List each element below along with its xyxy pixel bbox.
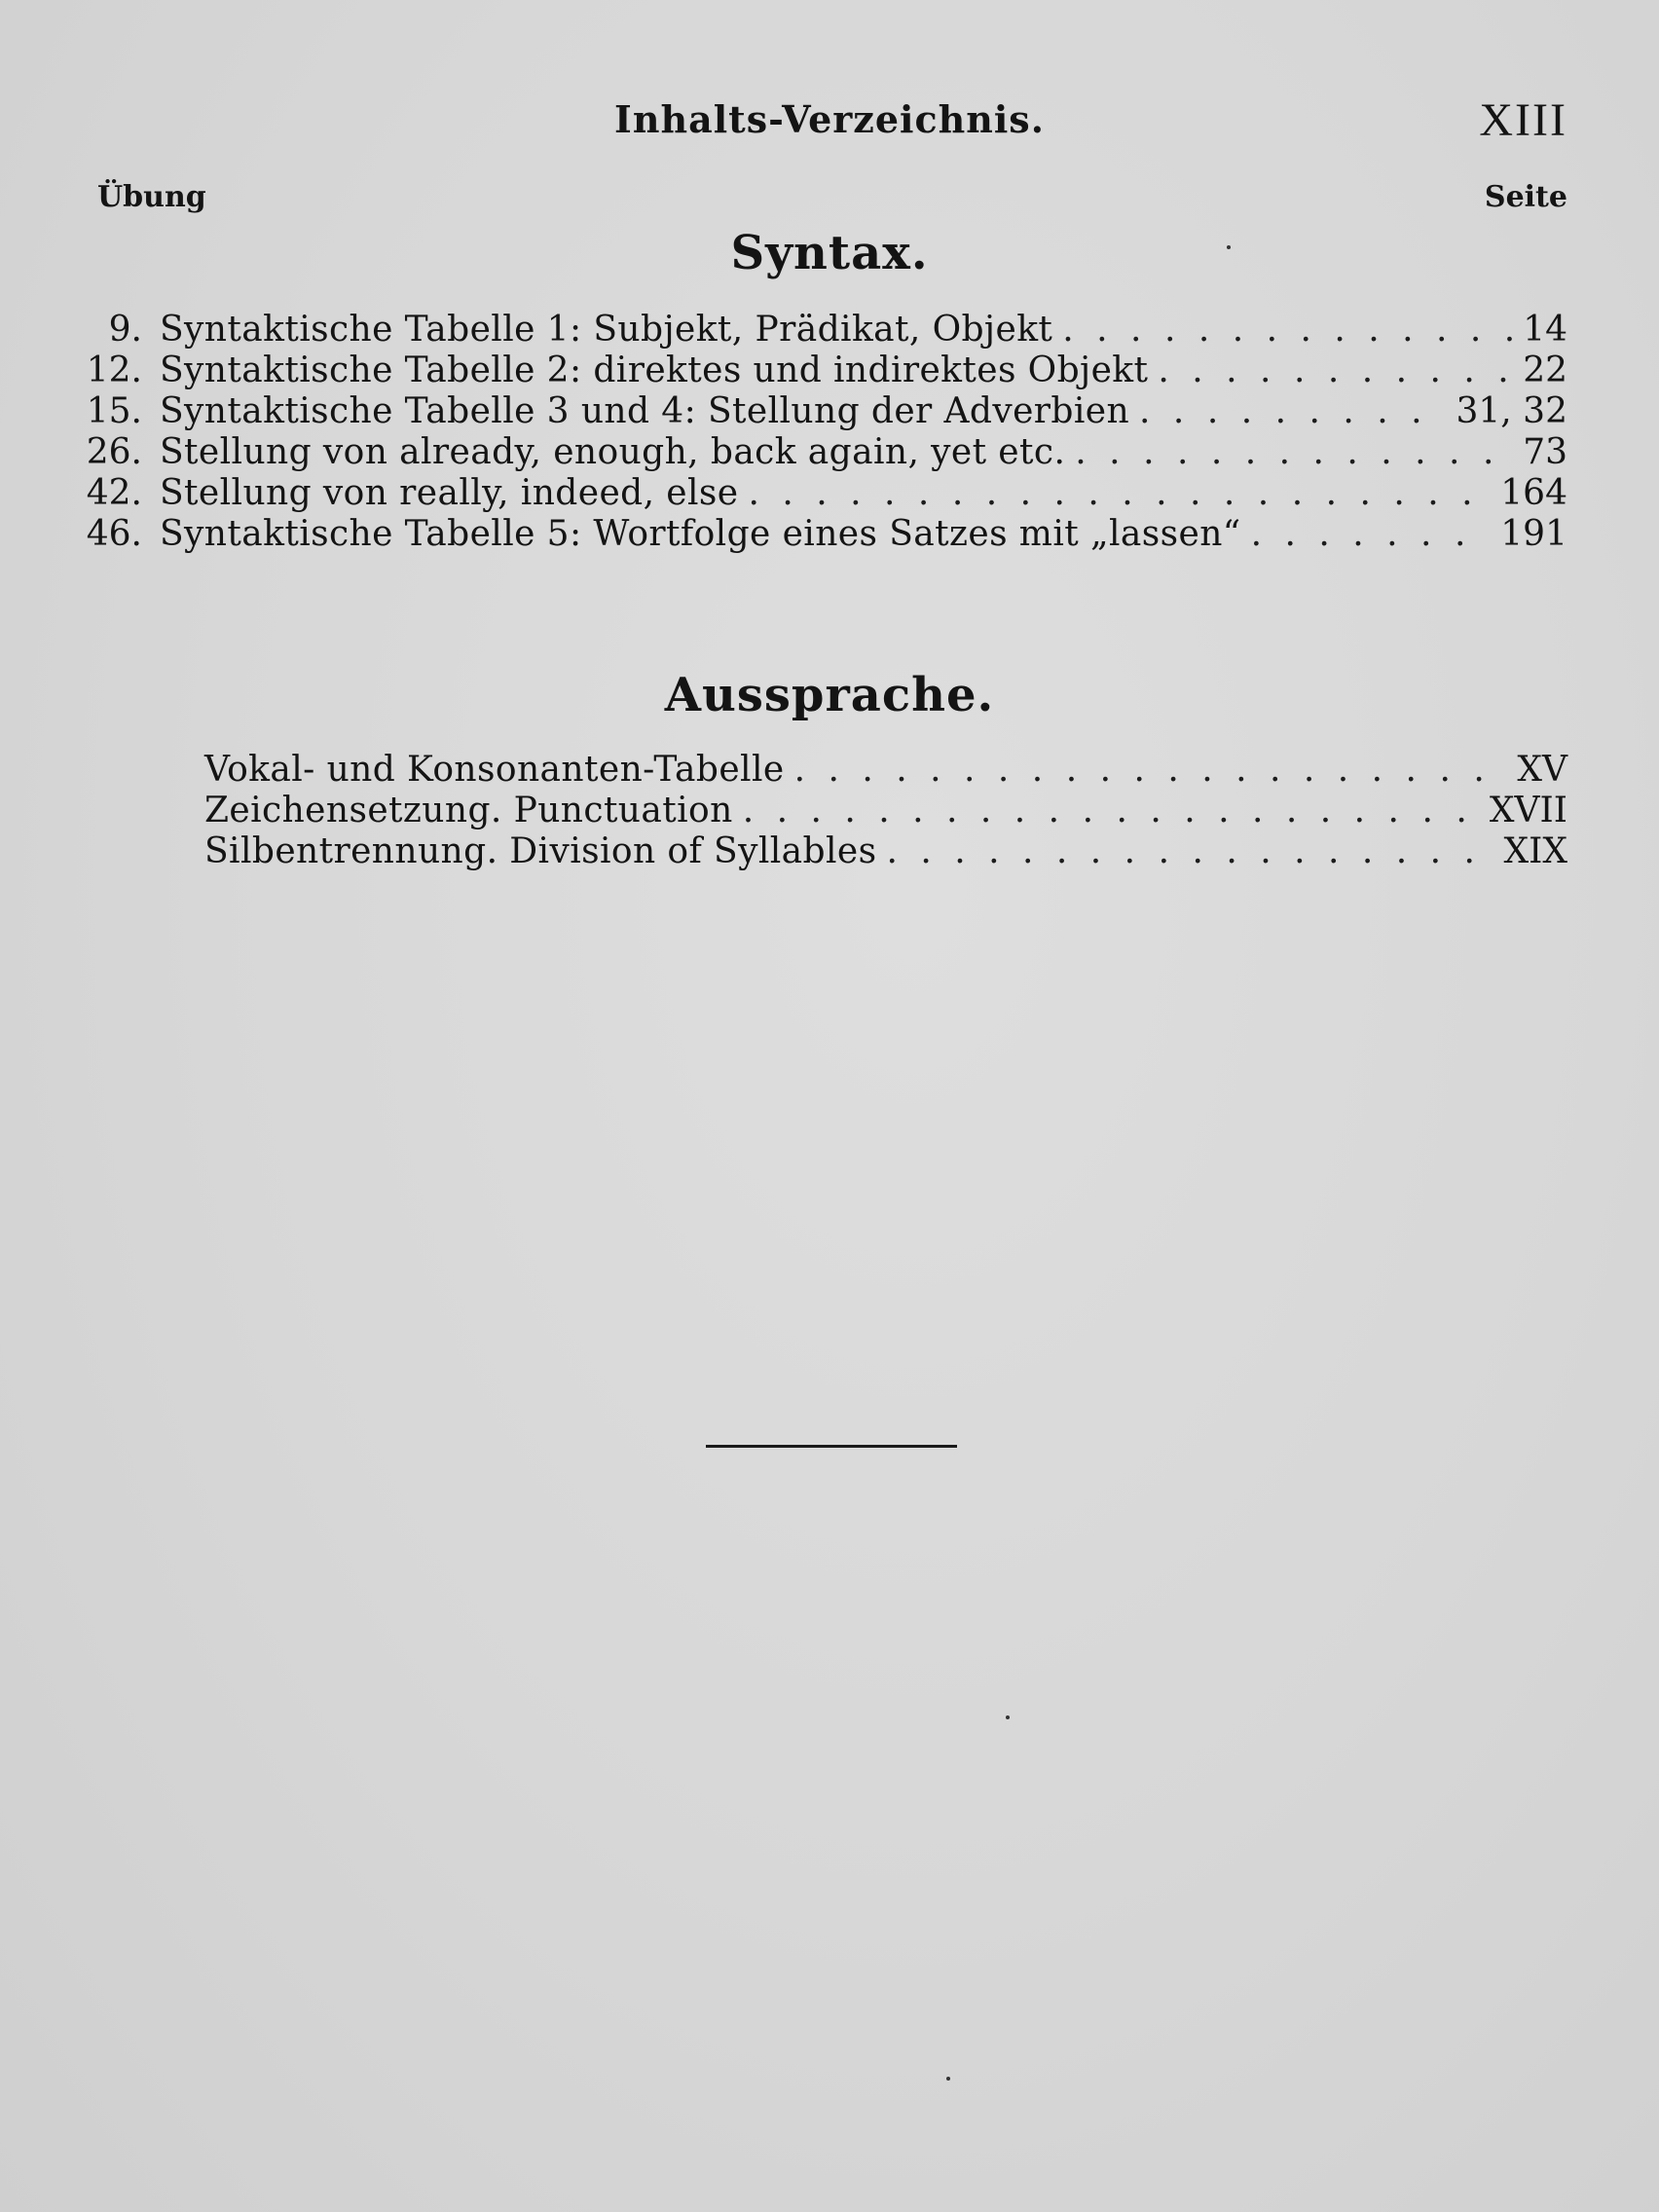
entry-page: 31, 32 (1456, 391, 1567, 431)
toc-entry (204, 750, 1567, 791)
page-number: XIII (1479, 94, 1567, 146)
entry-title: Stellung von really, indeed, else (160, 473, 739, 513)
leader-dots (886, 831, 1493, 872)
toc-pronunciation (204, 750, 1567, 872)
toc-syntax (78, 310, 1567, 555)
toc-entry (204, 791, 1567, 831)
leader-dots (743, 791, 1480, 831)
column-label-page: Seite (1484, 180, 1567, 214)
entry-number: 42. (86, 473, 142, 513)
running-title: Inhalts-Verzeichnis. (614, 97, 1045, 141)
entry-page: 164 (1500, 473, 1567, 513)
entry-page: XV (1517, 750, 1567, 790)
entry-title: Vokal- und Konsonanten-Tabelle (204, 750, 785, 790)
entry-page: 73 (1523, 432, 1567, 472)
entry-title: Syntaktische Tabelle 3 und 4: Stellung der Adverbien (160, 391, 1130, 431)
entry-page: 14 (1523, 310, 1567, 350)
entry-title: Syntaktische Tabelle 1: Subjekt, Prädikat, Objekt (160, 310, 1053, 350)
leader-dots (1075, 432, 1513, 473)
leader-dots (1062, 310, 1513, 350)
entry-page: 22 (1523, 350, 1567, 390)
entry-number: 46. (86, 514, 142, 554)
entry-number: 15. (86, 391, 142, 431)
column-label-exercise: Übung (97, 180, 206, 214)
toc-entry (204, 831, 1567, 872)
entry-title: Stellung von already, enough, back again, yet etc. (160, 432, 1066, 472)
end-rule (706, 1445, 957, 1448)
toc-entry (78, 514, 1567, 555)
section-title-pronunciation: Aussprache. (664, 668, 995, 722)
entry-number: 12. (86, 350, 142, 390)
leader-dots (1251, 514, 1492, 555)
entry-title: Syntaktische Tabelle 2: direktes und indirektes Objekt (160, 350, 1149, 390)
toc-entry (78, 473, 1567, 514)
paper-speck (946, 2077, 950, 2081)
toc-entry (78, 350, 1567, 391)
entry-number: 9. (108, 310, 142, 350)
leader-dots (1139, 391, 1446, 432)
toc-entry (78, 432, 1567, 473)
paper-speck (1006, 1715, 1010, 1719)
leader-dots (1158, 350, 1513, 391)
entry-page: 191 (1500, 514, 1567, 554)
leader-dots (749, 473, 1492, 514)
toc-entry (78, 391, 1567, 432)
entry-number: 26. (86, 432, 142, 472)
entry-page: XVII (1489, 791, 1567, 830)
section-title-syntax: Syntax. (730, 226, 929, 280)
entry-title: Zeichensetzung. Punctuation (204, 791, 733, 830)
toc-entry (78, 310, 1567, 350)
entry-title: Syntaktische Tabelle 5: Wortfolge eines Satzes mit „lassen“ (160, 514, 1241, 554)
entry-title: Silbentrennung. Division of Syllables (204, 831, 877, 871)
paper-speck (1227, 245, 1231, 249)
leader-dots (794, 750, 1508, 791)
entry-page: XIX (1503, 831, 1567, 871)
